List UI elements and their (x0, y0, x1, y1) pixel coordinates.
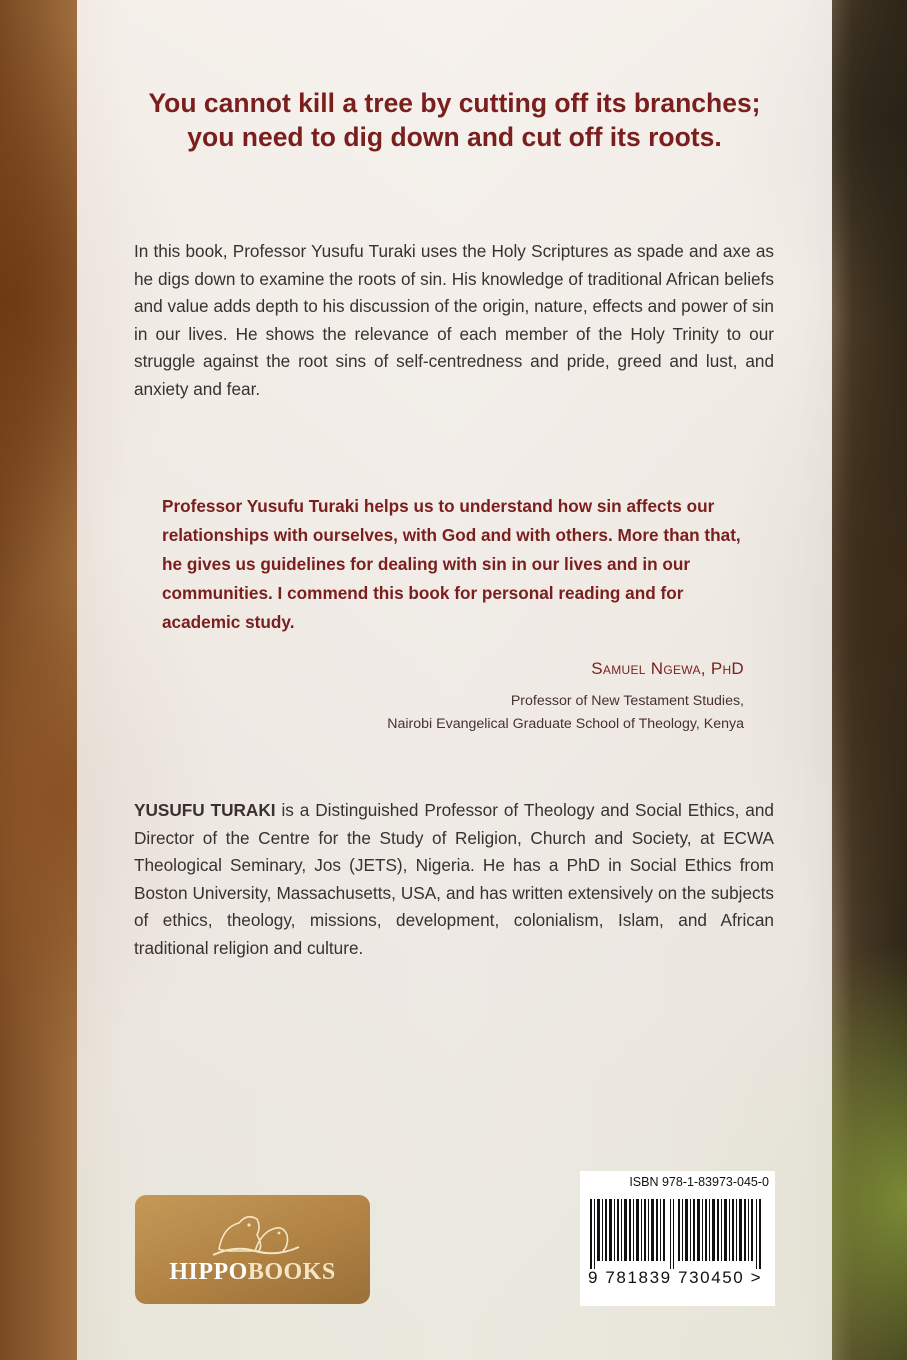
publisher-logo (135, 1195, 370, 1304)
endorser-title-line1: Professor of New Testament Studies, (510, 693, 744, 709)
publisher-name-part2: BOOKS (247, 1259, 336, 1285)
endorser-name: Samuel Ngewa, PhD (591, 659, 744, 678)
barcode-icon (590, 1199, 766, 1269)
endorser-title (387, 690, 744, 736)
headline-quote: You cannot kill a tree by cutting off its branches; you need to dig down and cut off its roots. (148, 88, 761, 152)
endorsement-quote: Professor Yusufu Turaki helps us to understand how sin affects our relationships with ourselves, with God and with others. More than that, he gives us guidelines for dealing with sin in our lives and in our communities. I commend this book for personal reading and for academic study. (162, 496, 741, 632)
publisher-name-part1: HIPPO (169, 1259, 248, 1285)
author-bio-text: is a Distinguished Professor of Theology and Social Ethics, and Director of the Centre for the Study of Religion, Church and Society, at ECWA Theological Seminary, Jos (JETS), Nigeria. He has a PhD in Social Ethics from Boston University, Massachusetts, USA, and has written extensively on the subjects of ethics, theology, missions, development, colonialism, Islam, and African traditional religion and culture. (134, 800, 774, 958)
hippo-icon (205, 1205, 305, 1263)
author-bio (134, 797, 774, 963)
endorser-title-line2: Nairobi Evangelical Graduate School of Theology, Kenya (387, 716, 744, 732)
book-description: In this book, Professor Yusufu Turaki uses the Holy Scriptures as spade and axe as he digs down to examine the roots of sin. His knowledge of traditional African beliefs and value adds depth to his discussion of the origin, nature, effects and power of sin in our lives. He shows the relevance of each member of the Holy Trinity to our struggle against the root sins of self-centredness and pride, greed and lust, and anxiety and fear. (134, 241, 774, 399)
isbn-barcode-box (580, 1171, 775, 1306)
content-panel (77, 0, 832, 1360)
isbn-label: ISBN 978-1-83973-045-0 (629, 1175, 769, 1189)
publisher-name (135, 1259, 370, 1286)
barcode-digits: 9 781839 730450 > (588, 1268, 763, 1287)
author-name: YUSUFU TURAKI (134, 800, 276, 820)
